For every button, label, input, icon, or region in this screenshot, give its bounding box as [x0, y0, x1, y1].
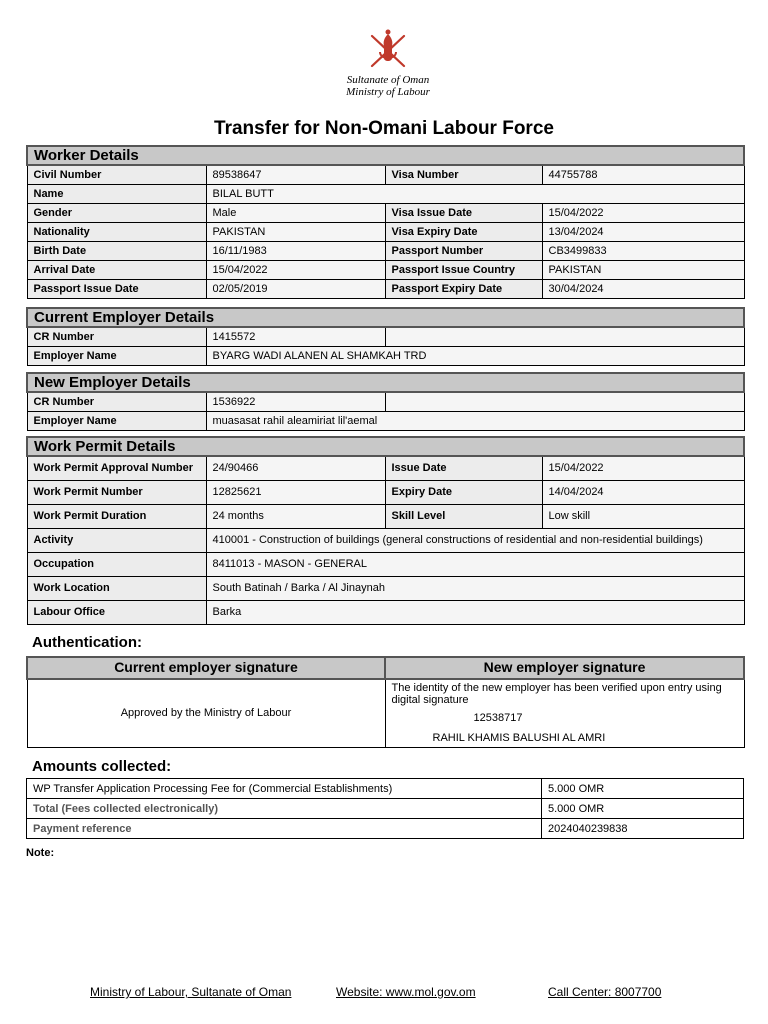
visa-issue-value: 15/04/2022	[542, 203, 744, 222]
current-cr-blank	[385, 327, 744, 346]
new-employer-name-label: Employer Name	[27, 411, 206, 430]
footer-call-center: Call Center: 8007700	[548, 985, 662, 999]
civil-number-value: 89538647	[206, 165, 385, 184]
visa-expiry-value: 13/04/2024	[542, 222, 744, 241]
skill-level-value: Low skill	[542, 504, 744, 528]
new-cr-value: 1536922	[206, 392, 385, 411]
passport-number-value: CB3499833	[542, 241, 744, 260]
payment-reference-value: 2024040239838	[542, 819, 744, 839]
visa-expiry-label: Visa Expiry Date	[385, 222, 542, 241]
activity-value: 410001 - Construction of buildings (general constructions of residential and non-residential buildings)	[206, 528, 744, 552]
total-label: Total (Fees collected electronically)	[27, 799, 542, 819]
arrival-date-value: 15/04/2022	[206, 260, 385, 279]
passport-country-value: PAKISTAN	[542, 260, 744, 279]
issue-date-value: 15/04/2022	[542, 456, 744, 480]
current-employer-table	[26, 307, 745, 366]
authentication-table	[26, 656, 745, 748]
footer-website[interactable]: Website: www.mol.gov.om	[336, 985, 476, 999]
oman-khanjar-emblem-icon	[366, 28, 410, 72]
occupation-value: 8411013 - MASON - GENERAL	[206, 552, 744, 576]
expiry-date-label: Expiry Date	[385, 480, 542, 504]
passport-country-label: Passport Issue Country	[385, 260, 542, 279]
ministry-logo	[338, 28, 438, 98]
permit-number-label: Work Permit Number	[27, 480, 206, 504]
new-employer-table	[26, 372, 745, 431]
new-signature-cell	[385, 679, 744, 747]
duration-value: 24 months	[206, 504, 385, 528]
new-employer-name-value: muasasat rahil aleamiriat lil'aemal	[206, 411, 744, 430]
current-cr-value: 1415572	[206, 327, 385, 346]
new-signature-id: 12538717	[473, 712, 523, 724]
amounts-table	[26, 778, 744, 839]
worker-details-header: Worker Details	[27, 146, 744, 165]
work-location-label: Work Location	[27, 576, 206, 600]
current-signature-cell	[27, 679, 385, 747]
page-title: Transfer for Non-Omani Labour Force	[214, 118, 554, 139]
name-value: BILAL BUTT	[206, 184, 744, 203]
gender-value: Male	[206, 203, 385, 222]
passport-issue-label: Passport Issue Date	[27, 279, 206, 298]
current-employer-header: Current Employer Details	[27, 308, 744, 327]
current-employer-name-value: BYARG WADI ALANEN AL SHAMKAH TRD	[206, 346, 744, 365]
approval-number-label: Work Permit Approval Number	[27, 456, 206, 480]
current-employer-name-label: Employer Name	[27, 346, 206, 365]
skill-level-label: Skill Level	[385, 504, 542, 528]
nationality-value: PAKISTAN	[206, 222, 385, 241]
gender-label: Gender	[27, 203, 206, 222]
total-value: 5.000 OMR	[542, 799, 744, 819]
org-name: Sultanate of Oman	[346, 74, 430, 86]
expiry-date-value: 14/04/2024	[542, 480, 744, 504]
current-cr-label: CR Number	[27, 327, 206, 346]
visa-issue-label: Visa Issue Date	[385, 203, 542, 222]
occupation-label: Occupation	[27, 552, 206, 576]
work-location-value: South Batinah / Barka / Al Jinaynah	[206, 576, 744, 600]
passport-expiry-value: 30/04/2024	[542, 279, 744, 298]
approval-number-value: 24/90466	[206, 456, 385, 480]
labour-office-label: Labour Office	[27, 600, 206, 624]
duration-label: Work Permit Duration	[27, 504, 206, 528]
fee-label: WP Transfer Application Processing Fee for (Commercial Establishments)	[27, 779, 542, 799]
civil-number-label: Civil Number	[27, 165, 206, 184]
issue-date-label: Issue Date	[385, 456, 542, 480]
ministry-name: Ministry of Labour	[346, 86, 430, 98]
passport-expiry-label: Passport Expiry Date	[385, 279, 542, 298]
labour-office-value: Barka	[206, 600, 744, 624]
visa-number-value: 44755788	[542, 165, 744, 184]
nationality-label: Nationality	[27, 222, 206, 241]
arrival-date-label: Arrival Date	[27, 260, 206, 279]
birth-date-label: Birth Date	[27, 241, 206, 260]
current-signature-header: Current employer signature	[27, 657, 385, 679]
name-label: Name	[27, 184, 206, 203]
activity-label: Activity	[27, 528, 206, 552]
authentication-title: Authentication:	[32, 634, 142, 651]
new-signature-header: New employer signature	[385, 657, 744, 679]
new-cr-label: CR Number	[27, 392, 206, 411]
work-permit-header: Work Permit Details	[27, 437, 744, 456]
visa-number-label: Visa Number	[385, 165, 542, 184]
passport-number-label: Passport Number	[385, 241, 542, 260]
note-label: Note:	[26, 847, 55, 859]
passport-issue-value: 02/05/2019	[206, 279, 385, 298]
new-signature-text: The identity of the new employer has been verified upon entry using digital signature	[391, 682, 722, 706]
work-permit-table	[26, 436, 745, 625]
worker-details-table	[26, 145, 745, 299]
amounts-title: Amounts collected:	[32, 758, 172, 775]
new-employer-header: New Employer Details	[27, 373, 744, 392]
current-signature-text: Approved by the Ministry of Labour	[120, 707, 292, 720]
new-cr-blank	[385, 392, 744, 411]
new-signature-name: RAHIL KHAMIS BALUSHI AL AMRI	[432, 732, 606, 744]
footer-ministry: Ministry of Labour, Sultanate of Oman	[90, 985, 292, 999]
fee-value: 5.000 OMR	[542, 779, 744, 799]
birth-date-value: 16/11/1983	[206, 241, 385, 260]
payment-reference-label: Payment reference	[27, 819, 542, 839]
permit-number-value: 12825621	[206, 480, 385, 504]
